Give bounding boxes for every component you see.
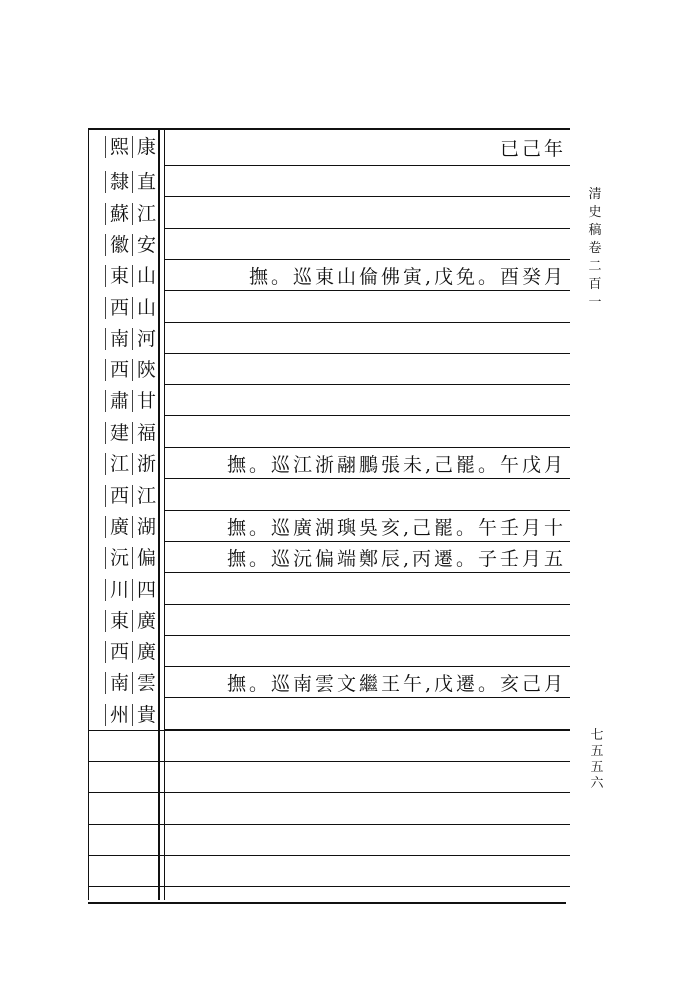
- row-rule: [165, 196, 570, 197]
- entry-text: 已己年: [499, 137, 566, 160]
- province-char: 四: [132, 579, 156, 601]
- row-rule: [165, 572, 570, 573]
- bottom-rule: [88, 902, 566, 904]
- province-char: 江: [105, 453, 129, 475]
- province-char: 貴: [132, 704, 156, 726]
- row-rule: [165, 415, 570, 416]
- province-char: 甘: [132, 390, 156, 412]
- province-char: 西: [105, 359, 129, 381]
- table-row: [88, 128, 570, 166]
- table-row: [88, 667, 570, 698]
- province-char: 陝: [132, 359, 156, 381]
- province-char: 建: [105, 422, 129, 444]
- province-char: 江: [132, 203, 156, 225]
- entry-text: 撫。巡沅偏端鄭辰,丙遷。子壬月五: [226, 548, 566, 570]
- blank-row-rule: [88, 855, 570, 856]
- province-cell: [88, 292, 158, 323]
- province-cell: [88, 448, 158, 479]
- province-char: 廣: [105, 516, 129, 538]
- table-row: [88, 260, 570, 291]
- province-char: 福: [132, 422, 156, 444]
- blank-row-rule: [88, 730, 570, 731]
- province-char: 南: [105, 672, 129, 694]
- province-cell: [88, 574, 158, 605]
- province-char: 熙: [105, 136, 129, 158]
- table-row: [88, 448, 570, 479]
- province-char: 肅: [105, 390, 129, 412]
- province-cell: [88, 667, 158, 698]
- province-cell: [88, 699, 158, 730]
- table-row: [88, 385, 570, 416]
- table-row: [88, 229, 570, 260]
- province-cell: [88, 166, 158, 197]
- table-row: [88, 574, 570, 605]
- province-char: 西: [105, 641, 129, 663]
- province-char: 康: [132, 136, 156, 158]
- province-char: 州: [105, 704, 129, 726]
- table-row: [88, 605, 570, 636]
- province-char: 山: [132, 297, 156, 319]
- province-char: 東: [105, 610, 129, 632]
- province-char: 西: [105, 297, 129, 319]
- entry-text: 撫。巡江浙翮鵬張未,己罷。午戊月: [226, 454, 566, 476]
- province-cell: [88, 385, 158, 416]
- province-char: 廣: [132, 610, 156, 632]
- province-cell: [88, 128, 158, 166]
- province-char: 雲: [132, 672, 156, 694]
- province-cell: [88, 323, 158, 354]
- table-row: [88, 417, 570, 448]
- province-char: 浙: [132, 453, 156, 475]
- table-row: [88, 542, 570, 573]
- table-row: [88, 323, 570, 354]
- province-char: 西: [105, 485, 129, 507]
- running-title: 清史稿卷二百一: [588, 187, 602, 310]
- province-char: 蘇: [105, 203, 129, 225]
- province-char: 偏: [132, 547, 156, 569]
- blank-row-rule: [88, 761, 570, 762]
- province-cell: [88, 605, 158, 636]
- province-cell: [88, 229, 158, 260]
- table-row: [88, 699, 570, 730]
- province-char: 湖: [132, 516, 156, 538]
- row-rule: [165, 478, 570, 479]
- entry-text: 撫。巡南雲文繼王午,戊遷。亥己月: [226, 673, 566, 695]
- province-cell: [88, 417, 158, 448]
- blank-row-rule: [88, 886, 570, 887]
- table-row: [88, 292, 570, 323]
- province-cell: [88, 354, 158, 385]
- province-char: 河: [132, 328, 156, 350]
- province-char: 安: [132, 234, 156, 256]
- table-row: [88, 480, 570, 511]
- province-cell: [88, 542, 158, 573]
- entry-text: 撫。巡廣湖璵吳亥,己罷。午壬月十: [226, 517, 566, 539]
- table-row: [88, 511, 570, 542]
- province-char: 直: [132, 171, 156, 193]
- row-rule: [165, 697, 570, 698]
- province-cell: [88, 636, 158, 667]
- province-cell: [88, 511, 158, 542]
- province-char: 廣: [132, 641, 156, 663]
- province-cell: [88, 480, 158, 511]
- province-char: 隸: [105, 171, 129, 193]
- province-char: 徽: [105, 234, 129, 256]
- blank-row-rule: [88, 792, 570, 793]
- blank-row-rule: [88, 824, 570, 825]
- province-char: 川: [105, 579, 129, 601]
- governor-table: [88, 128, 570, 900]
- province-cell: [88, 198, 158, 229]
- table-row: [88, 354, 570, 385]
- province-cell: [88, 260, 158, 291]
- entry-text: 撫。巡東山倫佛寅,戊免。酉癸月: [248, 266, 566, 288]
- province-char: 江: [132, 485, 156, 507]
- province-char: 南: [105, 328, 129, 350]
- province-char: 東: [105, 265, 129, 287]
- row-rule: [165, 290, 570, 291]
- table-row: [88, 166, 570, 197]
- table-row: [88, 198, 570, 229]
- page-number: 七五五六: [590, 728, 604, 791]
- table-row: [88, 636, 570, 667]
- province-char: 沅: [105, 547, 129, 569]
- province-char: 山: [132, 265, 156, 287]
